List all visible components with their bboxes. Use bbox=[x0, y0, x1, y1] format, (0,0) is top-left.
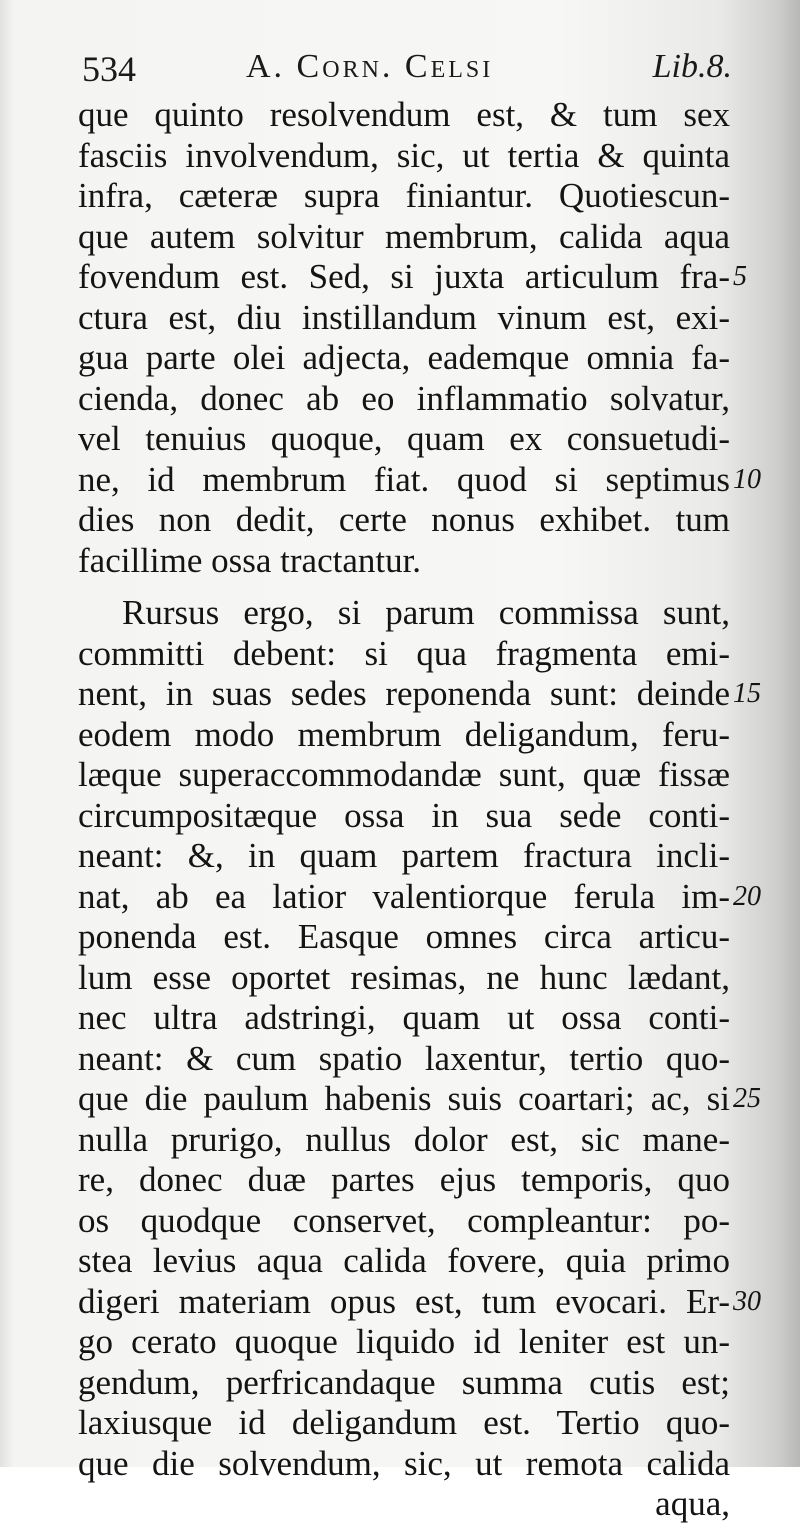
text-line: fovendum est. Sed, si juxta articulum fra- bbox=[78, 257, 730, 296]
margin-line-number: 20 bbox=[733, 880, 761, 912]
text-line: que die paulum habenis suis coartari; ac, si bbox=[78, 1079, 730, 1118]
text-line: infra, cæteræ supra finiantur. Quotiescun- bbox=[78, 176, 730, 215]
book-reference: Lib.8. bbox=[652, 48, 732, 85]
text-line: digeri materiam opus est, tum evocari. Er- bbox=[78, 1281, 730, 1321]
text-line: lum esse oportet resimas, ne hunc lædant, bbox=[78, 957, 730, 997]
running-title: A. Corn. Celsi bbox=[246, 48, 494, 85]
text-line: neant: & cum spatio laxentur, tertio quo- bbox=[78, 1038, 730, 1078]
text-line: committi debent: si qua fragmenta emi- bbox=[78, 633, 730, 673]
text-line: nec ultra adstringi, quam ut ossa conti- bbox=[78, 998, 730, 1037]
text-line: re, donec duæ partes ejus temporis, quo bbox=[78, 1160, 730, 1199]
margin-line-number: 5 bbox=[733, 261, 747, 292]
text-line: ctura est, diu instillandum vinum est, exi- bbox=[78, 297, 730, 337]
text-line: nat, ab ea latior valentiorque ferula im- bbox=[78, 876, 730, 916]
text-line: laxiusque id deligandum est. Tertio quo- bbox=[78, 1403, 730, 1442]
page-number: 534 bbox=[82, 49, 136, 89]
page-header bbox=[82, 40, 732, 98]
text-line: que quinto resolvendum est, & tum sex bbox=[78, 95, 730, 134]
text-line-with-margin bbox=[78, 674, 761, 715]
text-line: stea levius aqua calida fovere, quia primo bbox=[78, 1241, 730, 1280]
text-line: læque superaccommodandæ sunt, quæ fissæ bbox=[78, 755, 730, 794]
text-line: fasciis involvendum, sic, ut tertia & quinta bbox=[78, 135, 730, 175]
text-line: gua parte olei adjecta, eademque omnia fa- bbox=[78, 338, 730, 377]
text-line: ponenda est. Easque omnes circa articu- bbox=[78, 917, 730, 956]
text-line: cienda, donec ab eo inflammatio solvatur, bbox=[78, 378, 730, 418]
text-line: gendum, perfricandaque summa cutis est; bbox=[78, 1362, 730, 1402]
text-line: dies non dedit, certe nonus exhibet. tum bbox=[78, 500, 730, 539]
text-line: vel tenuius quoque, quam ex consuetudi- bbox=[78, 419, 730, 458]
paragraph-start-line: Rursus ergo, si parum commissa sunt, bbox=[122, 593, 730, 632]
catchword-line: aqua, bbox=[655, 1484, 730, 1523]
text-line: que die solvendum, sic, ut remota calida bbox=[78, 1443, 730, 1483]
text-line: nent, in suas sedes reponenda sunt: deinde bbox=[78, 674, 730, 713]
text-line: os quodque conservet, compleantur: po- bbox=[78, 1200, 730, 1240]
margin-line-number: 15 bbox=[733, 678, 761, 709]
text-line-with-margin bbox=[78, 257, 747, 298]
text-line: circumpositæque ossa in sua sede conti- bbox=[78, 795, 730, 835]
text-line: eodem modo membrum deligandum, feru- bbox=[78, 714, 730, 754]
text-line-with-margin bbox=[78, 1281, 761, 1323]
text-line: nulla prurigo, nullus dolor est, sic mane- bbox=[78, 1119, 730, 1159]
text-line: go cerato quoque liquido id leniter est un- bbox=[78, 1322, 730, 1361]
text-line-with-margin bbox=[78, 1079, 761, 1120]
paragraph-gap bbox=[78, 581, 730, 593]
text-line: que autem solvitur membrum, calida aqua bbox=[78, 216, 730, 256]
margin-line-number: 10 bbox=[733, 463, 761, 495]
paragraph-end-line: facillime ossa tractantur. bbox=[78, 540, 422, 580]
body-text bbox=[78, 95, 761, 1525]
margin-line-number: 30 bbox=[733, 1285, 761, 1317]
text-line-with-margin bbox=[78, 876, 761, 918]
text-line: neant: &, in quam partem fractura incli- bbox=[78, 836, 730, 875]
text-line-with-margin bbox=[78, 459, 761, 501]
margin-line-number: 25 bbox=[733, 1083, 761, 1114]
text-line: ne, id membrum fiat. quod si septimus bbox=[78, 459, 730, 499]
